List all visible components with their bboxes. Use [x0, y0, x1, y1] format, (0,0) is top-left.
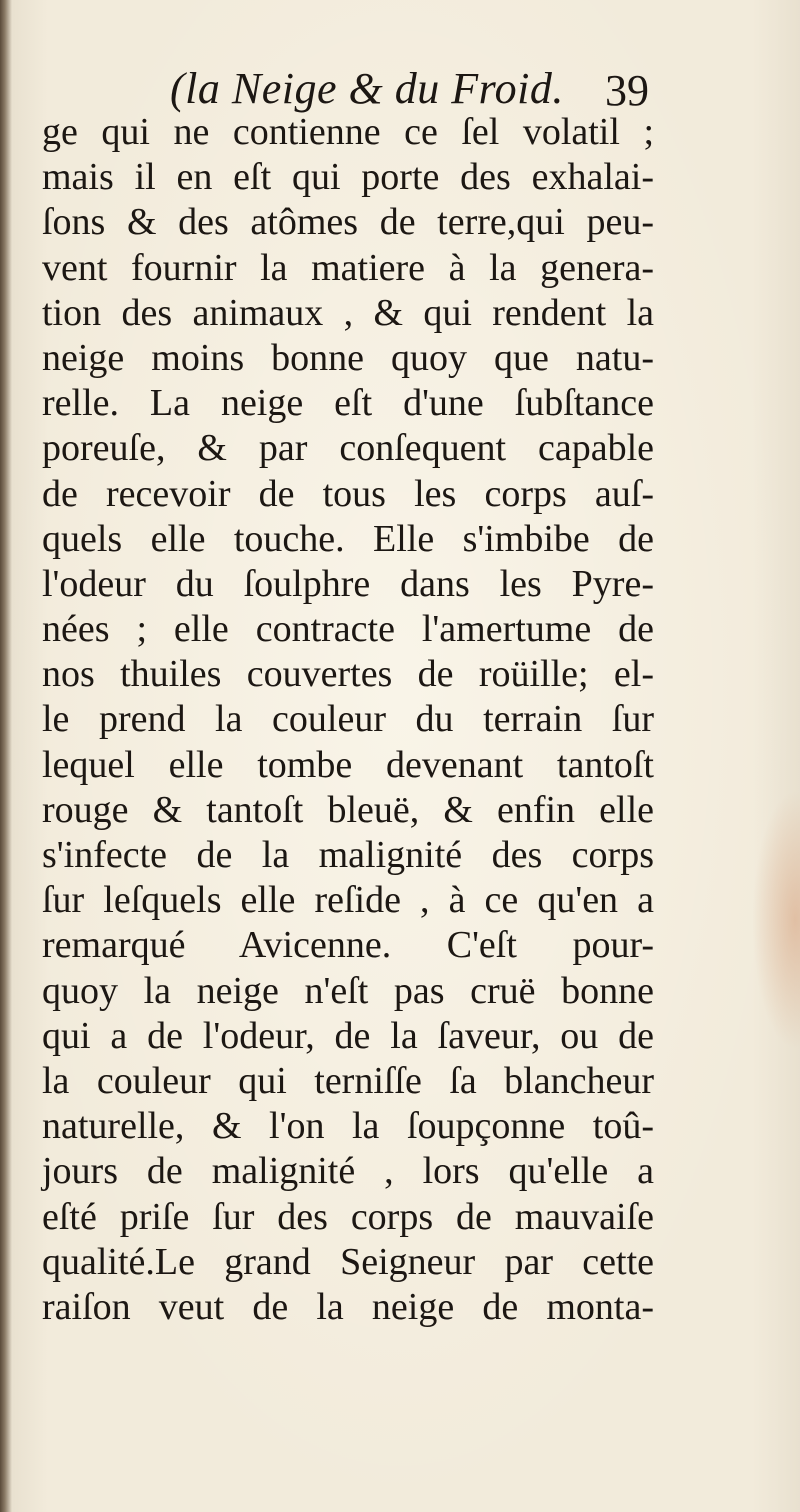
- text-line: raiſon veut de la neige de monta-: [42, 1285, 654, 1328]
- binding-edge: [0, 0, 12, 1512]
- text-line: la couleur qui terniſſe ſa blancheur: [42, 1059, 654, 1102]
- text-line: remarqué Avicenne. C'eſt pour-: [42, 924, 654, 967]
- text-line: nos thuiles couvertes de roüille; el-: [42, 653, 654, 696]
- running-head: [0, 56, 800, 116]
- text-line: rouge & tantoſt bleuë, & enfin elle: [42, 788, 654, 831]
- page-number: 39: [605, 66, 649, 115]
- text-line: tion des animaux , & qui rendent la: [42, 291, 654, 334]
- text-line: de recevoir de tous les corps auſ-: [42, 472, 654, 515]
- text-line: l'odeur du ſoulphre dans les Pyre-: [42, 562, 654, 605]
- text-line: naturelle, & l'on la ſoupçonne toû-: [42, 1105, 654, 1148]
- text-line: relle. La neige eſt d'une ſubſtance: [42, 382, 654, 425]
- text-line: nées ; elle contracte l'amertume de: [42, 608, 654, 651]
- text-line: ſons & des atômes de terre,qui peu-: [42, 201, 654, 244]
- paper-stain: [752, 790, 800, 1050]
- text-line: vent fournir la matiere à la genera-: [42, 246, 654, 289]
- text-line: jours de malignité , lors qu'elle a: [42, 1150, 654, 1193]
- text-line: mais il en eſt qui porte des exhalai-: [42, 156, 654, 199]
- text-line: poreuſe, & par conſequent capable: [42, 427, 654, 470]
- text-line: ge qui ne contienne ce ſel volatil ;: [42, 111, 654, 153]
- body-text: [42, 110, 654, 1330]
- text-line: quels elle touche. Elle s'imbibe de: [42, 517, 654, 560]
- text-line: neige moins bonne quoy que natu-: [42, 336, 654, 379]
- text-line: s'infecte de la malignité des corps: [42, 834, 654, 876]
- text-line: le prend la couleur du terrain ſur: [42, 698, 654, 741]
- text-line: qualité.Le grand Seigneur par cette: [42, 1240, 654, 1283]
- text-line: eſté priſe ſur des corps de mauvaiſe: [42, 1195, 654, 1238]
- running-title: (la Neige & du Froid.: [170, 64, 564, 113]
- text-line: lequel elle tombe devenant tantoſt: [42, 743, 654, 786]
- text-line: quoy la neige n'eſt pas cruë bonne: [42, 969, 654, 1012]
- text-line: ſur leſquels elle reſide , à ce qu'en a: [42, 879, 654, 922]
- text-line: qui a de l'odeur, de la ſaveur, ou de: [42, 1014, 654, 1057]
